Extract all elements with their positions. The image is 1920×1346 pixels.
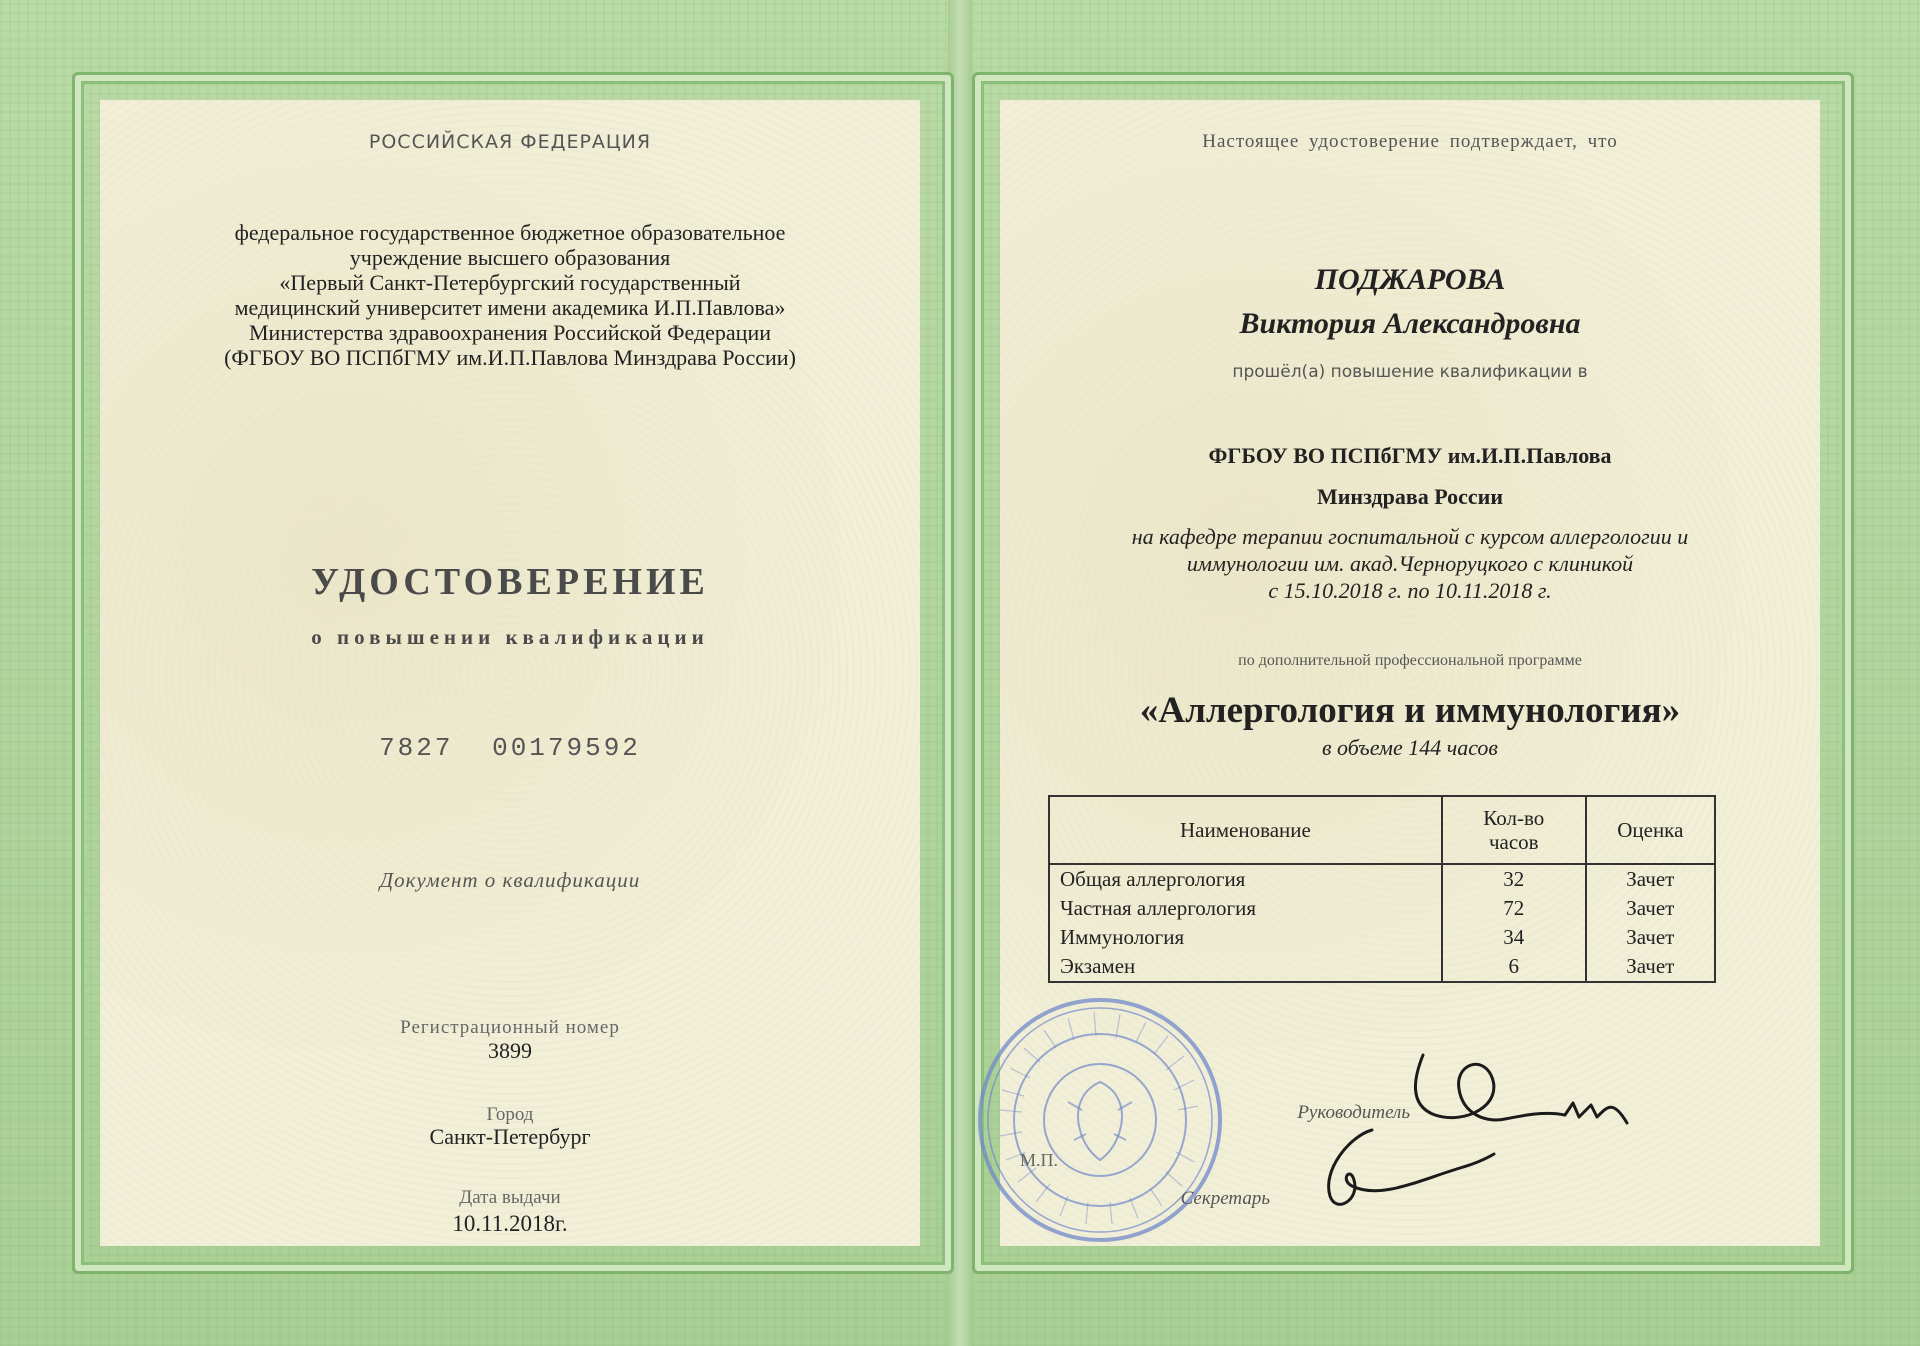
confirm-text: Настоящее удостоверение подтверждает, что [1202,131,1618,152]
organization-line1: ФГБОУ ВО ПСПбГМУ им.И.П.Павлова [1208,443,1612,468]
institution-line: (ФГБОУ ВО ПСПбГМУ им.И.П.Павлова Минздрава России) [224,345,796,370]
subject-grade: Зачет [1586,894,1715,923]
subject-grade: Зачет [1586,952,1715,982]
passed-text: прошёл(а) повышение квалификации в [1232,362,1588,382]
document-title: УДОСТОВЕРЕНИЕ [311,561,709,603]
registration-label: Регистрационный номер [400,1017,620,1038]
subject-name: Частная аллергология [1049,894,1442,923]
subject-name: Общая аллергология [1049,864,1442,894]
secretary-signature-label: Секретарь [1180,1188,1270,1209]
column-header-grade: Оценка [1586,796,1715,864]
seal-place-label: М.П. [1020,1150,1059,1170]
subject-grade: Зачет [1586,923,1715,952]
department-line: иммунологии им. акад.Черноруцкого с клиникой [1186,551,1634,576]
subject-hours: 6 [1442,952,1586,982]
secretary-signature [1310,1110,1500,1220]
institution-line: медицинский университет имени академика И.П.Павлова» [234,295,786,320]
city-value: Санкт-Петербург [429,1124,591,1149]
holder-given-names: Виктория Александровна [1239,307,1581,340]
column-header-name: Наименование [1049,796,1442,864]
subject-hours: 32 [1442,864,1586,894]
table-header-row [1049,796,1715,864]
document-kind: Документ о квалификации [379,868,641,892]
registration-number: 3899 [488,1038,532,1063]
issue-date-label: Дата выдачи [459,1187,561,1208]
subject-grade: Зачет [1586,864,1715,894]
subject-hours: 72 [1442,894,1586,923]
institution-name [100,220,920,370]
institution-line: «Первый Санкт-Петербургский государственный [279,270,741,295]
column-header-hours-text: Кол-во часов [1483,806,1545,854]
table-row [1049,923,1715,952]
institution-line: Министерства здравоохранения Российской Федерации [249,320,771,345]
table-row [1049,894,1715,923]
program-volume: в объеме 144 часов [1322,735,1498,760]
subject-name: Экзамен [1049,952,1442,982]
subject-name: Иммунология [1049,923,1442,952]
program-intro: по дополнительной профессиональной программе [1238,652,1582,669]
grades-table [1048,795,1716,983]
table-row [1049,952,1715,982]
subject-hours: 34 [1442,923,1586,952]
country-header: РОССИЙСКАЯ ФЕДЕРАЦИЯ [368,131,652,153]
head-signature-label: Руководитель [1297,1102,1410,1123]
holder-surname: ПОДЖАРОВА [1314,263,1506,296]
institution-line: федеральное государственное бюджетное образовательное [234,220,786,245]
serial-number: 7827 00179592 [379,733,641,763]
department-line: на кафедре терапии госпитальной с курсом аллергологии и [1131,524,1689,549]
institution-line: учреждение высшего образования [349,245,671,270]
document-subtitle: о повышении квалификации [311,625,709,649]
table-row [1049,864,1715,894]
program-name: «Аллергология и иммунология» [1139,690,1681,731]
city-label: Город [486,1104,534,1125]
department-text [1000,523,1820,604]
course-dates: с 15.10.2018 г. по 10.11.2018 г. [1268,578,1552,603]
organization-line2: Минздрава России [1316,484,1504,509]
column-header-hours [1442,796,1586,864]
issue-date: 10.11.2018г. [452,1211,568,1236]
